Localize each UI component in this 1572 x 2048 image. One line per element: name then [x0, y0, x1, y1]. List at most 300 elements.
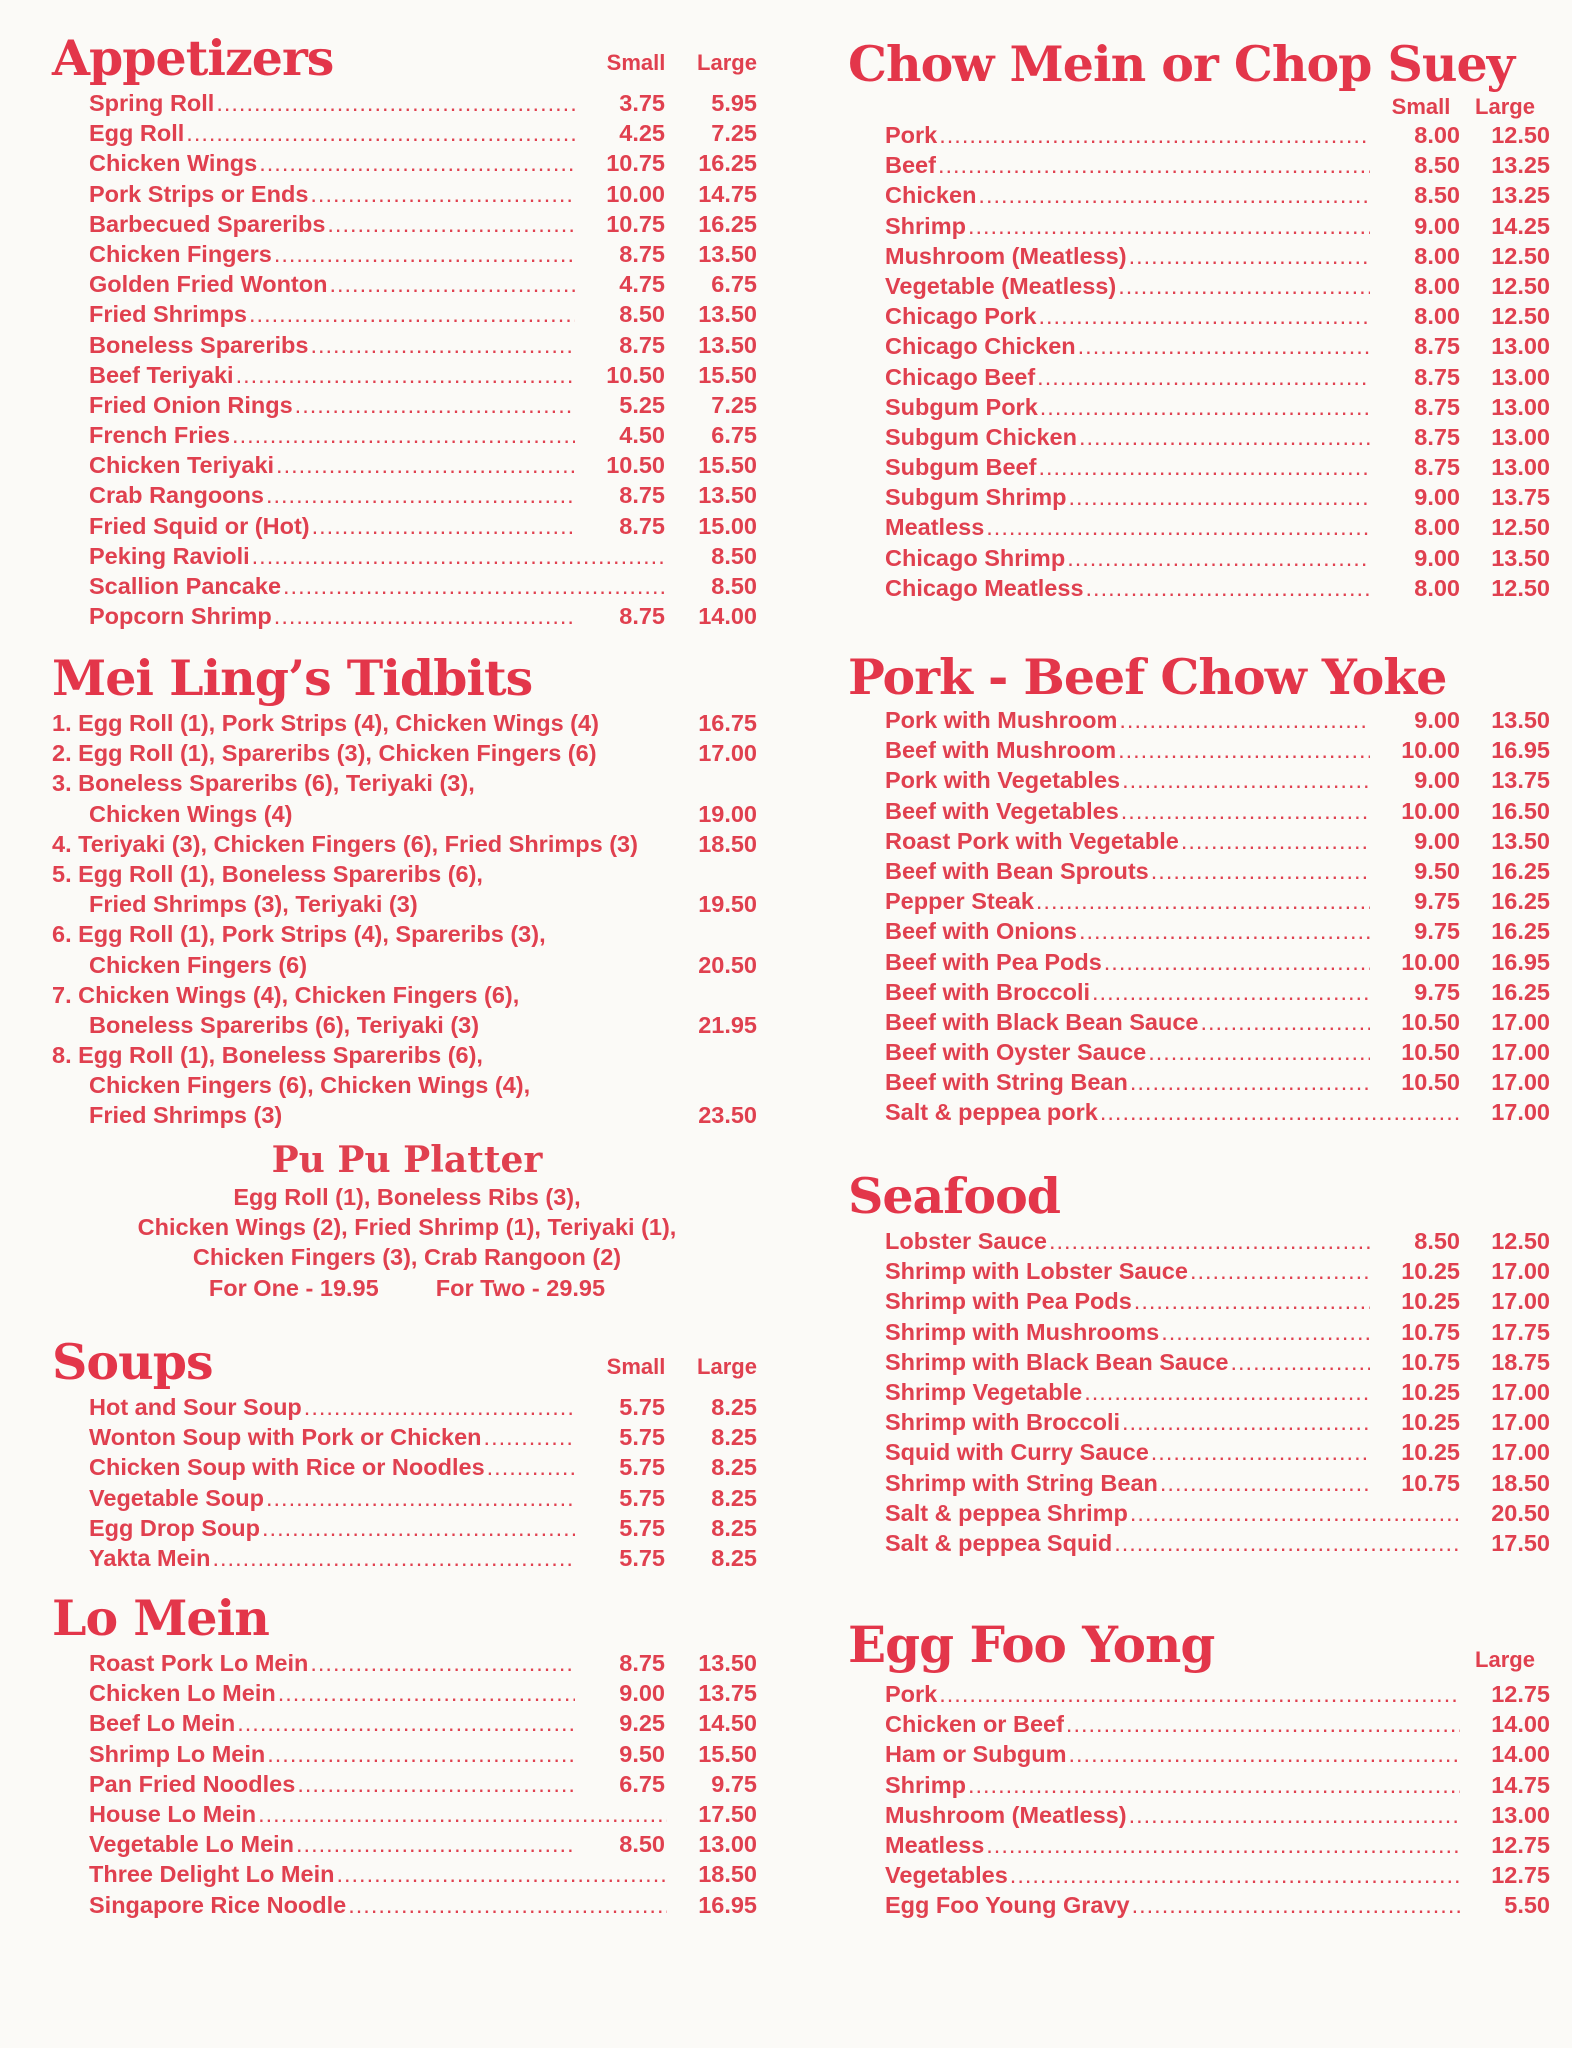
combo-text-line: [52, 738, 667, 768]
appetizers-header: [52, 28, 762, 88]
combo-text: 1. Egg Roll (1), Pork Strips (4), Chicken Wings (4): [52, 710, 599, 736]
menu-item-name: Shrimp with Lobster Sauce: [885, 1258, 1188, 1285]
menu-item-name: Yakta Mein: [89, 1544, 211, 1571]
menu-item: [52, 1859, 762, 1889]
large-price: 8.25: [711, 1514, 757, 1541]
dot-leader: [309, 950, 667, 980]
soups-title: Soups: [52, 1333, 213, 1391]
small-price: 5.75: [619, 1544, 665, 1571]
menu-item-name-line: [885, 241, 1370, 271]
combo-line: [52, 980, 762, 1010]
appetizers-section: [52, 28, 762, 631]
small-price: 9.50: [1414, 857, 1460, 884]
large-price: 13.00: [1491, 1801, 1550, 1828]
dot-leader: [297, 1769, 575, 1799]
large-price: 6.75: [711, 271, 757, 298]
large-price: 17.50: [698, 1800, 757, 1827]
menu-item-name-line: [885, 1286, 1370, 1316]
large-price: 17.00: [1491, 1039, 1550, 1066]
menu-item-name-line: [885, 1679, 1460, 1709]
menu-item: [52, 601, 762, 631]
menu-item-name: Beef with String Bean: [885, 1069, 1128, 1096]
menu-item-name: Subgum Pork: [885, 393, 1038, 420]
menu-item: [848, 1770, 1550, 1800]
dot-leader: [420, 889, 667, 919]
large-price: 5.95: [711, 90, 757, 116]
menu-item-name-line: [885, 1007, 1370, 1037]
menu-item: [848, 796, 1550, 826]
small-price: 10.75: [606, 150, 665, 177]
dot-leader: [1151, 856, 1370, 886]
menu-item-name-line: [885, 452, 1370, 482]
combo-price: 20.50: [698, 951, 757, 978]
menu-item-name: Squid with Curry Sauce: [885, 1439, 1149, 1466]
combo-line: [52, 1040, 762, 1070]
chowmein-title: Chow Mein or Chop Suey: [848, 35, 1515, 93]
menu-item-name-line: [885, 735, 1370, 765]
menu-item: [52, 1452, 762, 1482]
small-price: 8.50: [1414, 182, 1460, 209]
eggfooyong-title: Egg Foo Yong: [848, 1615, 1215, 1674]
small-price: 10.25: [1401, 1288, 1460, 1315]
menu-item-name-line: [89, 118, 575, 148]
menu-item-name-line: [885, 1890, 1460, 1920]
dot-leader: [262, 1513, 575, 1543]
dot-leader: [1086, 573, 1370, 603]
combo-text: 5. Egg Roll (1), Boneless Spareribs (6),: [52, 860, 483, 887]
large-price: 17.50: [1491, 1529, 1550, 1556]
dot-leader: [296, 1829, 575, 1859]
menu-item-name: Chicken Fingers: [89, 240, 272, 267]
menu-item: [848, 211, 1550, 241]
menu-item-name: Chicago Meatless: [885, 574, 1084, 601]
small-price: 10.00: [1401, 797, 1460, 824]
small-price: 9.50: [619, 1740, 665, 1767]
menu-item-name: Pork Strips or Ends: [89, 180, 309, 207]
menu-item: [848, 1037, 1550, 1067]
small-price: 10.50: [606, 452, 665, 479]
menu-item: [848, 886, 1550, 916]
combo-text: 6. Egg Roll (1), Pork Strips (4), Spareribs (3),: [52, 921, 546, 948]
lomein-section: [52, 1588, 762, 1920]
menu-item-name: Pork with Mushroom: [885, 707, 1118, 733]
small-price: 10.25: [1401, 1258, 1460, 1285]
small-price: 8.00: [1414, 303, 1460, 330]
dot-leader: [1122, 765, 1370, 795]
combo-text: Chicken Fingers (6), Chicken Wings (4),: [89, 1072, 531, 1099]
menu-item-name-line: [885, 180, 1370, 210]
large-price: 12.50: [1491, 242, 1550, 269]
dot-leader: [1129, 241, 1370, 271]
eggfooyong-section: [848, 1615, 1550, 1921]
large-price: 16.25: [1491, 978, 1550, 1005]
menu-item-name: Shrimp: [885, 1771, 966, 1798]
large-price: 13.25: [1491, 152, 1550, 179]
menu-item-name: Peking Ravioli: [89, 542, 250, 569]
large-price: 17.75: [1491, 1318, 1550, 1345]
combo-text: Chicken Fingers (6): [89, 951, 308, 978]
soups-section: [52, 1332, 762, 1573]
lomein-title: Lo Mein: [52, 1589, 269, 1647]
menu-item-name-line: [885, 765, 1370, 795]
dot-leader: [329, 269, 575, 299]
menu-item: [848, 301, 1550, 331]
small-price: 8.75: [1414, 363, 1460, 390]
menu-item-name-line: [89, 480, 575, 510]
dot-leader: [1068, 1739, 1460, 1769]
menu-item: [848, 947, 1550, 977]
menu-item-name-line: [89, 1422, 575, 1452]
menu-item-name-line: [89, 1678, 575, 1708]
dot-leader: [186, 118, 575, 148]
small-price: 8.75: [1414, 333, 1460, 360]
menu-item-name-line: [89, 1829, 575, 1859]
menu-item-name: Chicken Teriyaki: [89, 452, 275, 479]
menu-item-name: Beef with Mushroom: [885, 737, 1117, 764]
small-price: 9.25: [619, 1710, 665, 1737]
menu-item: [52, 209, 762, 239]
combo-text: 7. Chicken Wings (4), Chicken Fingers (6),: [52, 981, 520, 1008]
menu-item-name: Meatless: [885, 1831, 985, 1858]
combo-price: 19.50: [698, 891, 757, 918]
dot-leader: [1190, 1256, 1370, 1286]
combo-text: 2. Egg Roll (1), Spareribs (3), Chicken Fingers (6): [52, 740, 597, 767]
menu-item-name-line: [885, 1498, 1460, 1528]
large-price: 16.25: [698, 210, 757, 237]
large-price: 12.75: [1491, 1681, 1550, 1707]
small-price: 8.75: [619, 482, 665, 509]
large-price: 17.00: [1491, 1099, 1550, 1126]
menu-item-name: Shrimp with Mushrooms: [885, 1318, 1160, 1345]
dot-leader: [978, 180, 1370, 210]
menu-item-name: Meatless: [885, 514, 985, 541]
small-price: 9.00: [619, 1680, 665, 1707]
small-price: 10.25: [1401, 1409, 1460, 1436]
menu-item-name-line: [885, 1347, 1370, 1377]
menu-item-name: House Lo Mein: [89, 1800, 257, 1827]
dot-leader: [1114, 1528, 1460, 1558]
dot-leader: [237, 1708, 575, 1738]
menu-item: [52, 1543, 762, 1573]
combo-item: [52, 738, 762, 768]
seafood-list: [848, 1226, 1550, 1558]
dot-leader: [1100, 1097, 1460, 1127]
tidbits-section: [52, 648, 762, 1131]
combo-text: 8. Egg Roll (1), Boneless Spareribs (6),: [52, 1042, 483, 1069]
large-price: 18.50: [698, 1861, 757, 1888]
dot-leader: [266, 1483, 575, 1513]
menu-item: [848, 1498, 1550, 1528]
menu-item-name-line: [885, 1528, 1460, 1558]
large-price: 13.50: [698, 331, 757, 358]
large-price: 17.00: [1491, 1378, 1550, 1405]
dot-leader: [1230, 1347, 1370, 1377]
menu-item-name-line: [885, 705, 1370, 735]
dot-leader: [278, 1678, 575, 1708]
menu-item-name-line: [89, 360, 575, 390]
dot-leader: [1079, 916, 1370, 946]
menu-item-name-line: [885, 886, 1370, 916]
menu-item-name-line: [89, 1799, 667, 1829]
dot-leader: [1134, 1286, 1370, 1316]
combo-line: [52, 859, 762, 889]
lomein-header: [52, 1588, 762, 1648]
dot-leader: [1038, 452, 1370, 482]
large-price: 15.50: [698, 1740, 757, 1767]
dot-leader: [232, 420, 575, 450]
large-price: 14.25: [1491, 212, 1550, 239]
menu-item-name: Salt & peppea Squid: [885, 1529, 1113, 1556]
menu-item: [848, 1226, 1550, 1256]
menu-item: [52, 1829, 762, 1859]
dot-leader: [1049, 1226, 1370, 1256]
small-price: 8.50: [619, 1831, 665, 1858]
menu-item-name: Subgum Shrimp: [885, 484, 1067, 511]
menu-item: [848, 977, 1550, 1007]
chowmein-list: [848, 120, 1550, 603]
small-price: 5.75: [619, 1394, 665, 1420]
menu-item-name-line: [89, 179, 575, 209]
large-price: 13.00: [1491, 333, 1550, 360]
large-price: 14.75: [698, 180, 757, 207]
combo-item: [52, 859, 762, 919]
combo-price: 19.00: [698, 800, 757, 827]
small-price: 5.75: [619, 1454, 665, 1481]
dot-leader: [1104, 947, 1370, 977]
menu-item-name-line: [885, 543, 1370, 573]
small-price: 10.75: [606, 210, 665, 237]
combo-price: 18.50: [698, 830, 757, 857]
dot-leader: [640, 829, 667, 859]
dot-leader: [1200, 1007, 1370, 1037]
dot-leader: [294, 799, 667, 829]
large-price: 13.50: [1491, 544, 1550, 571]
dot-leader: [274, 601, 575, 631]
menu-item: [52, 1678, 762, 1708]
large-price: 16.25: [1491, 888, 1550, 915]
menu-item-name: Roast Pork Lo Mein: [89, 1650, 309, 1676]
menu-item-name-line: [885, 1830, 1460, 1860]
combo-text: Fried Shrimps (3), Teriyaki (3): [89, 891, 418, 918]
menu-item-name-line: [885, 916, 1370, 946]
menu-item: [848, 1528, 1550, 1558]
dot-leader: [599, 738, 667, 768]
small-price: 8.75: [619, 331, 665, 358]
small-price: 10.00: [606, 180, 665, 207]
menu-item: [52, 1483, 762, 1513]
dot-leader: [267, 1739, 575, 1769]
menu-item-name-line: [885, 120, 1370, 150]
menu-item-name-line: [885, 331, 1370, 361]
menu-item-name-line: [885, 1097, 1460, 1127]
large-price: 14.50: [698, 1710, 757, 1737]
menu-item-name: Egg Foo Young Gravy: [885, 1892, 1130, 1919]
eggfooyong-list: [848, 1679, 1550, 1921]
menu-item-name: Subgum Chicken: [885, 423, 1077, 450]
menu-item-name: Egg Drop Soup: [89, 1514, 261, 1541]
menu-item: [52, 1890, 762, 1920]
dot-leader: [481, 1010, 667, 1040]
small-price: 5.25: [619, 391, 665, 418]
menu-item-name: Popcorn Shrimp: [89, 603, 272, 630]
dot-leader: [1160, 1468, 1370, 1498]
menu-item: [52, 1769, 762, 1799]
combo-item: [52, 829, 762, 859]
menu-item-name: Boneless Spareribs: [89, 331, 309, 358]
menu-item-name-line: [89, 571, 667, 601]
pupu-for-one: For One - 19.95: [208, 1274, 379, 1301]
large-price: 12.75: [1491, 1862, 1550, 1889]
large-price: 18.50: [1491, 1469, 1550, 1496]
combo-text-line: [52, 768, 732, 798]
small-price: 9.00: [1414, 212, 1460, 239]
small-price: 9.75: [1414, 978, 1460, 1005]
large-price: 7.25: [711, 120, 757, 147]
menu-item-name-line: [885, 1037, 1370, 1067]
menu-item-name-line: [89, 450, 575, 480]
menu-item-name: Pork with Vegetables: [885, 767, 1121, 794]
dot-leader: [336, 1859, 667, 1889]
menu-item-name: Chicken: [885, 182, 977, 209]
pupu-for-two: For Two - 29.95: [435, 1274, 606, 1301]
small-price: 8.75: [1414, 423, 1460, 450]
large-price: 20.50: [1491, 1499, 1550, 1526]
menu-item-name: Beef with Onions: [885, 918, 1077, 945]
dot-leader: [1151, 1437, 1370, 1467]
menu-item-name: Beef with Bean Sprouts: [885, 857, 1149, 884]
large-column-label: Large: [1475, 1647, 1535, 1672]
menu-item: [848, 1860, 1550, 1890]
menu-item: [52, 269, 762, 299]
menu-item-name-line: [89, 148, 575, 178]
pupu-title: Pu Pu Platter: [271, 1139, 543, 1181]
menu-item: [52, 330, 762, 360]
menu-item-name: Pepper Steak: [885, 888, 1034, 915]
menu-item: [52, 148, 762, 178]
large-price: 16.25: [1491, 857, 1550, 884]
eggfooyong-header: [848, 1615, 1550, 1679]
menu-item: [52, 1392, 762, 1422]
small-price: 10.25: [1401, 1378, 1460, 1405]
small-price: 8.00: [1414, 242, 1460, 269]
small-price: 10.00: [1401, 948, 1460, 975]
dot-leader: [1118, 271, 1370, 301]
large-column-label: Large: [1475, 94, 1535, 119]
menu-item: [848, 1437, 1550, 1467]
dot-leader: [939, 120, 1370, 150]
large-price: 15.50: [698, 452, 757, 479]
menu-item-name-line: [885, 512, 1370, 542]
menu-item-name: Chicken Lo Mein: [89, 1680, 276, 1707]
large-price: 8.25: [711, 1454, 757, 1481]
large-price: 13.00: [1491, 363, 1550, 390]
combo-text-line: [89, 1070, 769, 1100]
combo-text: 4. Teriyaki (3), Chicken Fingers (6), Fried Shrimps (3): [52, 830, 638, 857]
menu-item: [848, 705, 1550, 735]
menu-item-name-line: [885, 1256, 1370, 1286]
menu-item-name: Pork: [885, 122, 938, 148]
small-price: 9.75: [1414, 918, 1460, 945]
menu-item-name-line: [885, 271, 1370, 301]
large-price: 13.75: [698, 1680, 757, 1707]
small-price: 8.75: [619, 603, 665, 630]
menu-item: [848, 1377, 1550, 1407]
small-price: 5.75: [619, 1484, 665, 1511]
combo-text: 3. Boneless Spareribs (6), Teriyaki (3),: [52, 770, 475, 797]
menu-item-name-line: [885, 211, 1370, 241]
menu-item-name-line: [89, 239, 575, 269]
menu-item: [848, 1286, 1550, 1316]
menu-item-name-line: [885, 1226, 1370, 1256]
menu-item-name-line: [89, 269, 575, 299]
dot-leader: [938, 150, 1370, 180]
menu-item: [848, 735, 1550, 765]
menu-item-name-line: [89, 511, 575, 541]
menu-item-name: Beef with Oyster Sauce: [885, 1039, 1147, 1066]
menu-item-name-line: [885, 1860, 1460, 1890]
combo-price: 23.50: [698, 1102, 757, 1129]
menu-item: [848, 362, 1550, 392]
large-price: 12.50: [1491, 1228, 1550, 1254]
large-price: 17.00: [1491, 1439, 1550, 1466]
pupu-line: Chicken Wings (2), Fried Shrimp (1), Teriyaki (1),: [137, 1214, 677, 1241]
small-price: 9.00: [1414, 827, 1460, 854]
seafood-title: Seafood: [848, 1167, 1061, 1225]
dot-leader: [1130, 1498, 1460, 1528]
combo-item: [52, 1040, 762, 1131]
menu-item: [848, 1407, 1550, 1437]
small-price: 10.00: [1401, 737, 1460, 764]
menu-item-name: Chicken or Beef: [885, 1711, 1064, 1738]
menu-item-name: Salt & peppea pork: [885, 1099, 1098, 1126]
dot-leader: [1067, 543, 1370, 573]
large-price: 16.95: [1491, 948, 1550, 975]
large-price: 12.75: [1491, 1831, 1550, 1858]
dot-leader: [310, 179, 575, 209]
dot-leader: [310, 1648, 575, 1678]
dot-leader: [1130, 1067, 1370, 1097]
dot-leader: [284, 1100, 667, 1130]
dot-leader: [310, 330, 575, 360]
menu-item-name-line: [89, 209, 575, 239]
menu-item: [52, 118, 762, 148]
menu-item-name-line: [885, 1739, 1460, 1769]
menu-item: [52, 1739, 762, 1769]
menu-item: [848, 1800, 1550, 1830]
menu-item-name-line: [89, 1859, 667, 1889]
large-price: 12.50: [1491, 272, 1550, 299]
menu-item-name: Shrimp Lo Mein: [89, 1740, 266, 1767]
menu-item-name: Egg Roll: [89, 120, 185, 147]
combo-item: [52, 919, 762, 979]
menu-item-name: Chicken Soup with Rice or Noodles: [89, 1454, 485, 1481]
large-price: 17.00: [1491, 1409, 1550, 1436]
menu-item-name: Three Delight Lo Mein: [89, 1861, 335, 1888]
menu-item-name-line: [89, 1452, 575, 1482]
menu-item-name: Pork: [885, 1681, 938, 1707]
menu-item-name: Mushroom (Meatless): [885, 242, 1127, 269]
small-price: 10.75: [1401, 1348, 1460, 1375]
combo-line: [52, 1100, 762, 1130]
combo-text-line: [89, 799, 667, 829]
menu-item-name: Vegetables: [885, 1862, 1008, 1889]
menu-item-name-line: [885, 826, 1370, 856]
menu-item-name-line: [885, 1407, 1370, 1437]
large-price: 5.50: [1504, 1892, 1550, 1919]
dot-leader: [484, 1422, 575, 1452]
combo-text-line: [52, 859, 732, 889]
small-price: 10.75: [1401, 1469, 1460, 1496]
